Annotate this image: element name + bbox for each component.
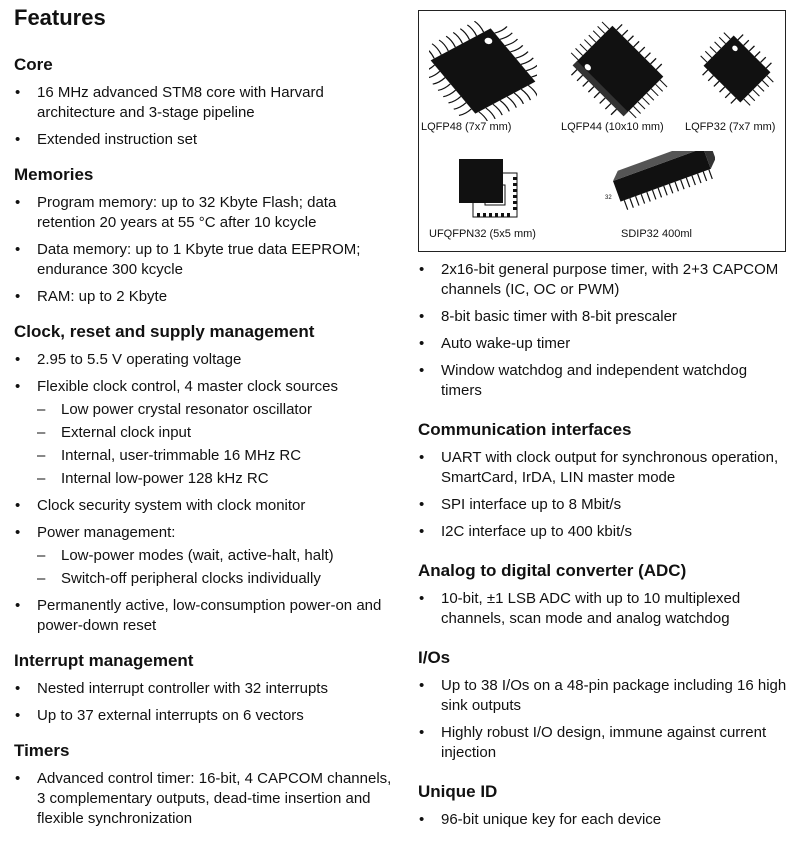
interrupt-section: [14, 650, 394, 726]
sub-list-item: – Internal, user-trimmable 16 MHz RC: [37, 446, 394, 466]
io-section: [418, 647, 790, 763]
sub-list-item: – Internal low-power 128 kHz RC: [37, 469, 394, 489]
sub-list-item: – External clock input: [37, 423, 394, 443]
page-title: Features: [14, 5, 106, 30]
list-item: • Program memory: up to 32 Kbyte Flash; data retention 20 years at 55 °C after 10 kcycle: [14, 193, 394, 233]
sub-list-item: – Low-power modes (wait, active-halt, halt): [37, 546, 394, 566]
left-column: [14, 0, 394, 829]
timers-heading: Timers: [14, 741, 70, 760]
list-item: [14, 377, 394, 489]
list-item: • I2C interface up to 400 kbit/s: [418, 522, 790, 542]
comm-section: [418, 419, 790, 542]
adc-heading: Analog to digital converter (ADC): [418, 561, 687, 580]
uid-heading: Unique ID: [418, 782, 498, 801]
list-item: • Advanced control timer: 16-bit, 4 CAPCOM channels, 3 complementary outputs, dead-time insertion and flexible synchronization: [14, 769, 394, 829]
list-item: • UART with clock output for synchronous operation, SmartCard, IrDA, LIN master mode: [418, 448, 790, 488]
list-item: • Up to 38 I/Os on a 48-pin package including 16 high sink outputs: [418, 676, 790, 716]
list-item: • Window watchdog and independent watchdog timers: [418, 361, 790, 401]
list-item: • 2.95 to 5.5 V operating voltage: [14, 350, 394, 370]
ufqfpn32-chip-icon: [457, 157, 523, 223]
list-item: • SPI interface up to 8 Mbit/s: [418, 495, 790, 515]
clock-heading: Clock, reset and supply management: [14, 322, 315, 341]
sdip32-pin-label: 32: [605, 195, 612, 201]
list-item: • RAM: up to 2 Kbyte: [14, 287, 394, 307]
uid-section: [418, 781, 790, 830]
lqfp32-label: LQFP32 (7x7 mm): [685, 121, 776, 133]
list-item: • 16 MHz advanced STM8 core with Harvard architecture and 3-stage pipeline: [14, 83, 394, 123]
comm-list: [418, 448, 790, 542]
clock-sources-list: [37, 400, 394, 489]
package-figure: [418, 10, 786, 252]
core-heading: Core: [14, 55, 53, 74]
io-list: [418, 676, 790, 763]
list-item: • Auto wake-up timer: [418, 334, 790, 354]
lqfp32-chip-icon: [693, 23, 781, 115]
list-item: • Extended instruction set: [14, 130, 394, 150]
clock-section: [14, 321, 394, 636]
adc-section: [418, 560, 790, 629]
lqfp44-label: LQFP44 (10x10 mm): [561, 121, 664, 133]
interrupt-list: [14, 679, 394, 726]
memories-heading: Memories: [14, 165, 94, 184]
lqfp48-chip-icon: [429, 21, 537, 121]
memories-section: [14, 164, 394, 307]
lqfp48-label: LQFP48 (7x7 mm): [421, 121, 512, 133]
list-item-text: Flexible clock control, 4 master clock sources: [37, 378, 338, 395]
memories-list: [14, 193, 394, 307]
io-heading: I/Os: [418, 648, 451, 667]
timers-list: [14, 769, 394, 829]
right-column: [418, 253, 790, 830]
timers-continued-list: [418, 260, 790, 401]
list-item: • Nested interrupt controller with 32 interrupts: [14, 679, 394, 699]
list-item: • Data memory: up to 1 Kbyte true data EEPROM; endurance 300 kcycle: [14, 240, 394, 280]
uid-list: [418, 810, 790, 830]
clock-list: [14, 350, 394, 636]
core-section: [14, 54, 394, 150]
power-modes-list: [37, 546, 394, 589]
list-item: • Clock security system with clock monitor: [14, 496, 394, 516]
comm-heading: Communication interfaces: [418, 420, 632, 439]
core-list: [14, 83, 394, 150]
timers-section: [14, 740, 394, 829]
list-item: • Up to 37 external interrupts on 6 vectors: [14, 706, 394, 726]
list-item: • 8-bit basic timer with 8-bit prescaler: [418, 307, 790, 327]
list-item: • 2x16-bit general purpose timer, with 2+3 CAPCOM channels (IC, OC or PWM): [418, 260, 790, 300]
list-item: • Permanently active, low-consumption power-on and power-down reset: [14, 596, 394, 636]
list-item: [14, 523, 394, 589]
ufqfpn32-label: UFQFPN32 (5x5 mm): [429, 228, 536, 240]
interrupt-heading: Interrupt management: [14, 651, 194, 670]
sdip32-chip-icon: [605, 151, 715, 231]
list-item: • 96-bit unique key for each device: [418, 810, 790, 830]
sub-list-item: – Switch-off peripheral clocks individually: [37, 569, 394, 589]
list-item-text: Power management:: [37, 524, 176, 541]
lqfp44-chip-icon: [555, 19, 681, 123]
sub-list-item: – Low power crystal resonator oscillator: [37, 400, 394, 420]
list-item: • 10-bit, ±1 LSB ADC with up to 10 multiplexed channels, scan mode and analog watchdog: [418, 589, 790, 629]
list-item: • Highly robust I/O design, immune against current injection: [418, 723, 790, 763]
sdip32-label: SDIP32 400ml: [621, 228, 692, 240]
adc-list: [418, 589, 790, 629]
